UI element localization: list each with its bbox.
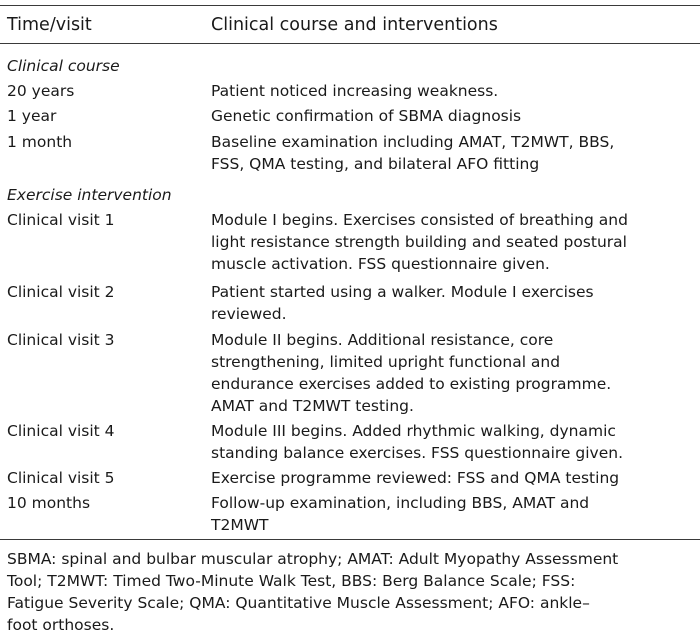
row-time: Clinical visit 1 bbox=[7, 211, 115, 229]
header-bottom-rule bbox=[0, 43, 700, 44]
row-description: Patient started using a walker. Module I exercises reviewed. bbox=[211, 283, 594, 323]
row-time: Clinical visit 4 bbox=[7, 422, 115, 440]
table-bottom-rule bbox=[0, 539, 700, 540]
row-time: Clinical visit 2 bbox=[7, 283, 115, 301]
header-clinical-course: Clinical course and interventions bbox=[211, 15, 498, 35]
row-description: Genetic confirmation of SBMA diagnosis bbox=[211, 107, 522, 125]
row-time: Clinical visit 5 bbox=[7, 469, 115, 487]
table-footnote: SBMA: spinal and bulbar muscular atrophy; AMAT: Adult Myopathy Assessment Tool; T2MWT: Timed Two-Minute Walk Test, BBS: Berg Balance Scale; FSS: Fatigue Severity Scale; QMA: Quantitative Muscle Assessment; AFO: ankle– foot orthoses. bbox=[7, 550, 619, 634]
row-time: 1 month bbox=[7, 133, 73, 151]
row-description: Module I begins. Exercises consisted of breathing and light resistance strength building and seated postural muscle activation. FSS questionnaire given. bbox=[211, 211, 628, 273]
section-clinical-course: Clinical course bbox=[7, 57, 120, 75]
row-time: Clinical visit 3 bbox=[7, 331, 115, 349]
table-top-rule bbox=[0, 5, 700, 6]
row-time: 10 months bbox=[7, 494, 91, 512]
row-description: Exercise programme reviewed: FSS and QMA testing bbox=[211, 469, 620, 487]
row-description: Module II begins. Additional resistance, core strengthening, limited upright functional and endurance exercises added to existing programme. AMAT and T2MWT testing. bbox=[211, 331, 612, 415]
row-time: 20 years bbox=[7, 82, 75, 100]
section-exercise-intervention: Exercise intervention bbox=[7, 186, 172, 204]
row-description: Baseline examination including AMAT, T2MWT, BBS, FSS, QMA testing, and bilateral AFO fitting bbox=[211, 133, 615, 173]
row-description: Patient noticed increasing weakness. bbox=[211, 82, 499, 100]
row-description: Follow-up examination, including BBS, AMAT and T2MWT bbox=[211, 494, 590, 534]
row-description: Module III begins. Added rhythmic walking, dynamic standing balance exercises. FSS questionnaire given. bbox=[211, 422, 623, 462]
header-time-visit: Time/visit bbox=[7, 15, 92, 35]
row-time: 1 year bbox=[7, 107, 57, 125]
